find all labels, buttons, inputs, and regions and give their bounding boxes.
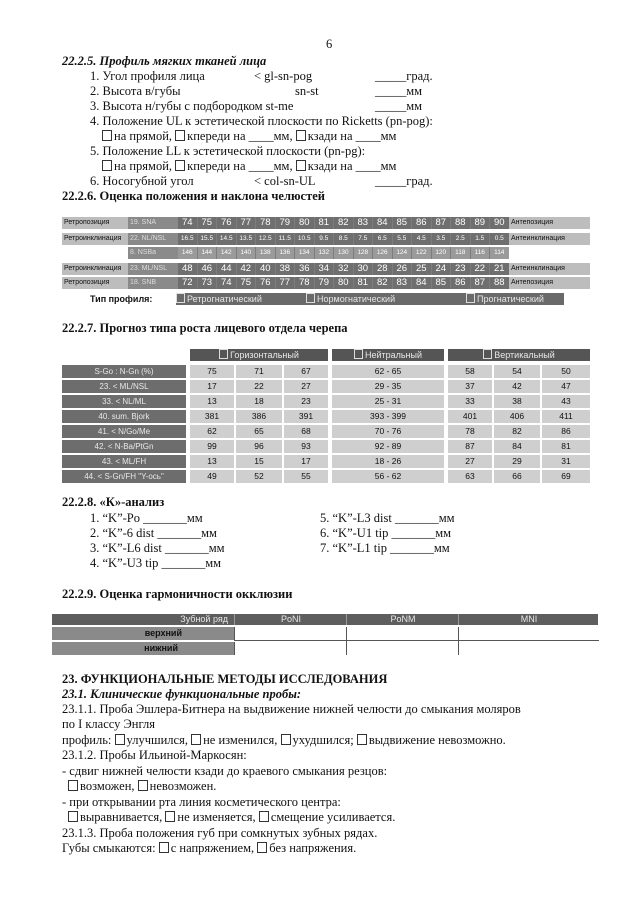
table-cell: 37 bbox=[448, 380, 492, 393]
k-item-7: 7. “K”-L1 tip _______мм bbox=[320, 541, 450, 555]
header-horizontal: Горизонтальный bbox=[190, 349, 328, 361]
table-cell: 88 bbox=[490, 277, 509, 289]
k-item-3: 3. “K”-L6 dist _______мм bbox=[90, 541, 225, 555]
table-cell: 88 bbox=[451, 217, 470, 229]
table-cell: 48 bbox=[178, 263, 197, 275]
table-row bbox=[62, 277, 590, 289]
table-cell: 77 bbox=[276, 277, 295, 289]
table-cell: 118 bbox=[451, 247, 470, 259]
table-cell: 26 bbox=[393, 263, 412, 275]
table-cell: 71 bbox=[236, 365, 282, 378]
table-cell: 25 bbox=[412, 263, 431, 275]
profile-type-prognathic[interactable]: Прогнатический bbox=[466, 293, 564, 305]
table-cell: 52 bbox=[236, 470, 282, 483]
table-cell: 99 bbox=[190, 440, 234, 453]
s225-item-6-mid: < col-sn-UL bbox=[254, 174, 316, 188]
table-cell: 22 bbox=[471, 263, 490, 275]
table-cell: 114 bbox=[490, 247, 509, 259]
table-cell: 78 bbox=[256, 217, 275, 229]
section-22-2-7-title: 22.2.7. Прогноз типа роста лицевого отдела черепа bbox=[62, 321, 348, 335]
p-23-1-1-options: профиль: улучшился, не изменился, ухудшился; выдвижение невозможно. bbox=[62, 733, 506, 747]
table-row bbox=[62, 233, 590, 245]
table-cell: 40 bbox=[256, 263, 275, 275]
checkbox[interactable] bbox=[257, 842, 267, 853]
table-cell: 87 bbox=[432, 217, 451, 229]
jaw-position-table bbox=[62, 217, 590, 307]
table-cell: 87 bbox=[448, 440, 492, 453]
col-header-poni: PoNI bbox=[234, 614, 347, 625]
p-23-1-2-b: - при открывании рта линия косметического центра: bbox=[62, 795, 341, 809]
table-cell: 70 - 76 bbox=[332, 425, 444, 438]
table-cell: 132 bbox=[315, 247, 334, 259]
table-row bbox=[62, 440, 590, 453]
checkbox[interactable] bbox=[296, 130, 306, 141]
table-cell: 93 bbox=[284, 440, 328, 453]
table-cell: 120 bbox=[432, 247, 451, 259]
table-cell: 82 bbox=[494, 425, 540, 438]
row-left-label: Ретропозиция bbox=[62, 277, 128, 289]
row-left-label: Ретроинклинация bbox=[62, 263, 128, 275]
table-cell: 62 - 65 bbox=[332, 365, 444, 378]
table-cell: 47 bbox=[542, 380, 590, 393]
row-lower-label: нижний bbox=[52, 642, 234, 655]
col-header-dentition: Зубной ряд bbox=[180, 614, 228, 624]
s225-item-2-label: 2. Высота в/губы bbox=[90, 84, 181, 98]
table-cell: 56 - 62 bbox=[332, 470, 444, 483]
table-cell: 58 bbox=[448, 365, 492, 378]
table-row bbox=[62, 263, 590, 275]
checkbox[interactable] bbox=[159, 842, 169, 853]
table-cell: 77 bbox=[237, 217, 256, 229]
table-cell: 75 bbox=[190, 365, 234, 378]
table-cell: 80 bbox=[295, 217, 314, 229]
table-cell: 17 bbox=[284, 455, 328, 468]
table-cell: 83 bbox=[354, 217, 373, 229]
k-item-6: 6. “K”-U1 tip _______мм bbox=[320, 526, 452, 540]
checkbox[interactable] bbox=[191, 734, 201, 745]
table-cell: 0.5 bbox=[490, 233, 509, 245]
checkbox[interactable] bbox=[165, 811, 175, 822]
profile-type-label: Тип профиля: bbox=[90, 294, 153, 304]
table-cell: 126 bbox=[373, 247, 392, 259]
s225-item-1-mid: < gl-sn-pog bbox=[254, 69, 313, 83]
table-cell: 82 bbox=[373, 277, 392, 289]
table-cell: 122 bbox=[412, 247, 431, 259]
row-upper-label: верхний bbox=[52, 627, 234, 640]
checkbox[interactable] bbox=[219, 349, 228, 359]
k-item-5: 5. “K”-L3 dist _______мм bbox=[320, 511, 455, 525]
table-cell: 144 bbox=[198, 247, 217, 259]
table-cell: 27 bbox=[284, 380, 328, 393]
checkbox[interactable] bbox=[102, 160, 112, 171]
table-cell: 21 bbox=[490, 263, 509, 275]
table-row bbox=[62, 365, 590, 378]
table-cell: 32 bbox=[334, 263, 353, 275]
table-cell: 2.5 bbox=[451, 233, 470, 245]
table-cell: 23 bbox=[284, 395, 328, 408]
table-cell: 84 bbox=[412, 277, 431, 289]
s225-item-5-options: на прямой, кпереди на ____мм, кзади на ____мм bbox=[102, 159, 396, 173]
table-cell: 92 - 89 bbox=[332, 440, 444, 453]
table-row bbox=[62, 380, 590, 393]
checkbox[interactable] bbox=[306, 293, 315, 303]
table-cell: 401 bbox=[448, 410, 492, 423]
table-cell: 44 bbox=[217, 263, 236, 275]
table-cell: 124 bbox=[393, 247, 412, 259]
table-cell: 142 bbox=[217, 247, 236, 259]
table-cell: 78 bbox=[448, 425, 492, 438]
k-item-1: 1. “K”-Po _______мм bbox=[90, 511, 203, 525]
k-item-2: 2. “K”-6 dist _______мм bbox=[90, 526, 217, 540]
table-cell: 8.5 bbox=[334, 233, 353, 245]
table-cell: 381 bbox=[190, 410, 234, 423]
table-cell: 13.5 bbox=[237, 233, 256, 245]
table-cell: 68 bbox=[284, 425, 328, 438]
table-cell: 72 bbox=[178, 277, 197, 289]
section-22-2-9-title: 22.2.9. Оценка гармоничности окклюзии bbox=[62, 587, 293, 601]
row-lower-cells[interactable] bbox=[234, 642, 599, 655]
table-cell: 86 bbox=[542, 425, 590, 438]
s225-item-5-label: 5. Положение LL к эстетической плоскости (pn-pg): bbox=[90, 144, 366, 158]
table-cell: 85 bbox=[393, 217, 412, 229]
table-cell: 16.5 bbox=[178, 233, 197, 245]
table-cell: 3.5 bbox=[432, 233, 451, 245]
checkbox[interactable] bbox=[102, 130, 112, 141]
row-label: 23. < ML/NSL bbox=[62, 380, 186, 393]
table-cell: 25 - 31 bbox=[332, 395, 444, 408]
checkbox[interactable] bbox=[115, 734, 125, 745]
row-param-label: 18. SNB bbox=[128, 277, 178, 289]
table-cell: 128 bbox=[354, 247, 373, 259]
table-cell: 134 bbox=[295, 247, 314, 259]
row-left-label: Ретропозиция bbox=[62, 217, 128, 229]
p-23-1-2: 23.1.2. Пробы Ильиной-Маркосян: bbox=[62, 748, 247, 762]
checkbox[interactable] bbox=[354, 349, 363, 359]
table-cell: 130 bbox=[334, 247, 353, 259]
table-cell: 81 bbox=[354, 277, 373, 289]
table-cell: 82 bbox=[334, 217, 353, 229]
table-cell: 74 bbox=[217, 277, 236, 289]
table-cell: 96 bbox=[236, 440, 282, 453]
table-cell: 90 bbox=[490, 217, 509, 229]
table-cell: 73 bbox=[198, 277, 217, 289]
table-row bbox=[62, 217, 590, 229]
checkbox[interactable] bbox=[68, 780, 78, 791]
row-param-label: 19. SNA bbox=[128, 217, 178, 229]
table-cell: 89 bbox=[471, 217, 490, 229]
col-header-mni: MNI bbox=[458, 614, 599, 625]
table-cell: 63 bbox=[448, 470, 492, 483]
table-cell: 391 bbox=[284, 410, 328, 423]
table-cell: 18 - 26 bbox=[332, 455, 444, 468]
p-23-1-1-cont: по I классу Энгля bbox=[62, 717, 155, 731]
page-number: 6 bbox=[326, 37, 333, 51]
row-right-label: Антеинклинация bbox=[508, 263, 590, 275]
table-cell: 15.5 bbox=[198, 233, 217, 245]
checkbox[interactable] bbox=[138, 780, 148, 791]
checkbox[interactable] bbox=[68, 811, 78, 822]
table-cell: 74 bbox=[178, 217, 197, 229]
table-cell: 85 bbox=[432, 277, 451, 289]
row-right-label: Антепозиция bbox=[508, 217, 590, 229]
table-cell: 23 bbox=[451, 263, 470, 275]
table-cell: 42 bbox=[237, 263, 256, 275]
section-23-1-subtitle: 23.1. Клинические функциональные пробы: bbox=[62, 687, 302, 701]
row-param-label: 8. NSBa bbox=[128, 247, 178, 259]
table-cell: 29 - 35 bbox=[332, 380, 444, 393]
section-22-2-6-title: 22.2.6. Оценка положения и наклона челюстей bbox=[62, 189, 325, 203]
table-cell: 31 bbox=[542, 455, 590, 468]
row-param-label: 23. ML/NSL bbox=[128, 263, 178, 275]
table-cell: 146 bbox=[178, 247, 197, 259]
table-row bbox=[62, 247, 590, 259]
p-23-1-2-a-options: возможен, невозможен. bbox=[68, 779, 216, 793]
row-label: S-Go : N-Gn (%) bbox=[62, 365, 186, 378]
table-cell: 24 bbox=[432, 263, 451, 275]
table-cell: 411 bbox=[542, 410, 590, 423]
table-cell: 18 bbox=[236, 395, 282, 408]
table-cell: 86 bbox=[412, 217, 431, 229]
checkbox[interactable] bbox=[357, 734, 367, 745]
row-label: 41. < N/Go/Me bbox=[62, 425, 186, 438]
row-label: 40. sum. Bjork bbox=[62, 410, 186, 423]
occlusion-harmony-table bbox=[52, 614, 598, 656]
row-upper-cells[interactable] bbox=[234, 627, 599, 641]
table-cell: 81 bbox=[542, 440, 590, 453]
table-cell: 75 bbox=[198, 217, 217, 229]
k-item-4: 4. “K”-U3 tip _______мм bbox=[90, 556, 222, 570]
header-neutral: Нейтральный bbox=[332, 349, 444, 361]
table-cell: 69 bbox=[542, 470, 590, 483]
section-22-2-8-title: 22.2.8. «К»-анализ bbox=[62, 495, 165, 509]
row-right-label: Антеинклинация bbox=[508, 233, 590, 245]
table-cell: 33 bbox=[448, 395, 492, 408]
s225-item-2-mid: sn-st bbox=[295, 84, 319, 98]
section-22-2-5-title: 22.2.5. Профиль мягких тканей лица bbox=[62, 54, 267, 68]
table-cell: 65 bbox=[236, 425, 282, 438]
table-cell: 28 bbox=[373, 263, 392, 275]
s225-item-4-options: на прямой, кпереди на ____мм, кзади на ____мм bbox=[102, 129, 396, 143]
table-cell: 13 bbox=[190, 395, 234, 408]
p-23-1-3: 23.1.3. Проба положения губ при сомкнутых зубных рядах. bbox=[62, 826, 378, 840]
growth-type-table bbox=[62, 349, 590, 481]
table-cell: 55 bbox=[284, 470, 328, 483]
table-cell: 386 bbox=[236, 410, 282, 423]
table-cell: 67 bbox=[284, 365, 328, 378]
section-23-title: 23. ФУНКЦИОНАЛЬНЫЕ МЕТОДЫ ИССЛЕДОВАНИЯ bbox=[62, 672, 388, 686]
row-label: 33. < NL/ML bbox=[62, 395, 186, 408]
table-cell: 29 bbox=[494, 455, 540, 468]
table-cell: 136 bbox=[276, 247, 295, 259]
table-cell: 13 bbox=[190, 455, 234, 468]
header-vertical: Вертикальный bbox=[448, 349, 590, 361]
row-param-label: 22. NL/NSL bbox=[128, 233, 178, 245]
table-row bbox=[62, 425, 590, 438]
s225-item-6-end: _____град. bbox=[375, 174, 433, 188]
s225-item-6-label: 6. Носогубной угол bbox=[90, 174, 194, 188]
table-cell: 140 bbox=[237, 247, 256, 259]
table-cell: 66 bbox=[494, 470, 540, 483]
table-cell: 34 bbox=[315, 263, 334, 275]
table-cell: 4.5 bbox=[412, 233, 431, 245]
table-cell: 10.5 bbox=[295, 233, 314, 245]
p-23-1-1: 23.1.1. Проба Эшлера-Битнера на выдвижение нижней челюсти до смыкания моляров bbox=[62, 702, 521, 716]
checkbox[interactable] bbox=[296, 160, 306, 171]
table-cell: 138 bbox=[256, 247, 275, 259]
row-label: 42. < N-Ba/PtGn bbox=[62, 440, 186, 453]
table-cell: 81 bbox=[315, 217, 334, 229]
table-cell: 36 bbox=[295, 263, 314, 275]
checkbox[interactable] bbox=[176, 293, 185, 303]
col-header-ponm: PoNM bbox=[346, 614, 459, 625]
table-cell: 11.5 bbox=[276, 233, 295, 245]
table-cell: 80 bbox=[334, 277, 353, 289]
s225-item-4-label: 4. Положение UL к эстетической плоскости по Ricketts (pn-pog): bbox=[90, 114, 433, 128]
table-cell: 38 bbox=[494, 395, 540, 408]
table-cell: 84 bbox=[494, 440, 540, 453]
table-cell: 15 bbox=[236, 455, 282, 468]
table-cell: 1.5 bbox=[471, 233, 490, 245]
table-cell: 27 bbox=[448, 455, 492, 468]
s225-item-1-label: 1. Угол профиля лица bbox=[90, 69, 205, 83]
checkbox[interactable] bbox=[281, 734, 291, 745]
row-right-label: Антепозиция bbox=[508, 277, 590, 289]
table-cell: 78 bbox=[295, 277, 314, 289]
s225-item-1-end: _____град. bbox=[375, 69, 433, 83]
table-row bbox=[62, 455, 590, 468]
table-row bbox=[62, 470, 590, 483]
checkbox[interactable] bbox=[466, 293, 475, 303]
table-cell: 22 bbox=[236, 380, 282, 393]
table-cell: 14.5 bbox=[217, 233, 236, 245]
s225-item-2-end: _____мм bbox=[375, 84, 423, 98]
table-cell: 86 bbox=[451, 277, 470, 289]
table-cell: 12.5 bbox=[256, 233, 275, 245]
table-cell: 7.5 bbox=[354, 233, 373, 245]
table-cell: 46 bbox=[198, 263, 217, 275]
p-23-1-2-a: - сдвиг нижней челюсти кзади до краевого смыкания резцов: bbox=[62, 764, 388, 778]
row-left-label bbox=[62, 247, 128, 259]
table-cell: 87 bbox=[471, 277, 490, 289]
row-label: 43. < ML/FH bbox=[62, 455, 186, 468]
row-left-label: Ретроинклинация bbox=[62, 233, 128, 245]
table-row bbox=[62, 395, 590, 408]
table-cell: 42 bbox=[494, 380, 540, 393]
table-cell: 62 bbox=[190, 425, 234, 438]
table-cell: 76 bbox=[217, 217, 236, 229]
profile-type-normognathic[interactable]: Нормогнатический bbox=[306, 293, 466, 305]
table-row bbox=[62, 410, 590, 423]
table-cell: 6.5 bbox=[373, 233, 392, 245]
checkbox[interactable] bbox=[175, 160, 185, 171]
profile-type-retrognathic[interactable]: Ретрогнатический bbox=[176, 293, 306, 305]
table-cell: 83 bbox=[393, 277, 412, 289]
table-cell: 406 bbox=[494, 410, 540, 423]
s225-item-3-label: 3. Высота н/губы с подбородком st-me bbox=[90, 99, 294, 113]
table-cell: 76 bbox=[256, 277, 275, 289]
table-cell: 50 bbox=[542, 365, 590, 378]
table-cell: 9.5 bbox=[315, 233, 334, 245]
checkbox[interactable] bbox=[259, 811, 269, 822]
table-cell: 79 bbox=[276, 217, 295, 229]
table-cell: 49 bbox=[190, 470, 234, 483]
table-cell: 5.5 bbox=[393, 233, 412, 245]
row-right-label bbox=[508, 247, 590, 259]
table-cell: 54 bbox=[494, 365, 540, 378]
checkbox[interactable] bbox=[483, 349, 492, 359]
table-cell: 43 bbox=[542, 395, 590, 408]
row-label: 44. < S-Gn/FH "Y-ось" bbox=[62, 470, 186, 483]
table-cell: 17 bbox=[190, 380, 234, 393]
p-23-1-2-b-options: выравнивается, не изменяется, смещение усиливается. bbox=[68, 810, 395, 824]
checkbox[interactable] bbox=[175, 130, 185, 141]
table-cell: 30 bbox=[354, 263, 373, 275]
table-cell: 116 bbox=[471, 247, 490, 259]
table-cell: 84 bbox=[373, 217, 392, 229]
table-cell: 38 bbox=[276, 263, 295, 275]
table-cell: 79 bbox=[315, 277, 334, 289]
table-cell: 393 - 399 bbox=[332, 410, 444, 423]
s225-item-3-end: _____мм bbox=[375, 99, 423, 113]
p-23-1-3-options: Губы смыкаются: с напряжением, без напряжения. bbox=[62, 841, 357, 855]
table-cell: 75 bbox=[237, 277, 256, 289]
